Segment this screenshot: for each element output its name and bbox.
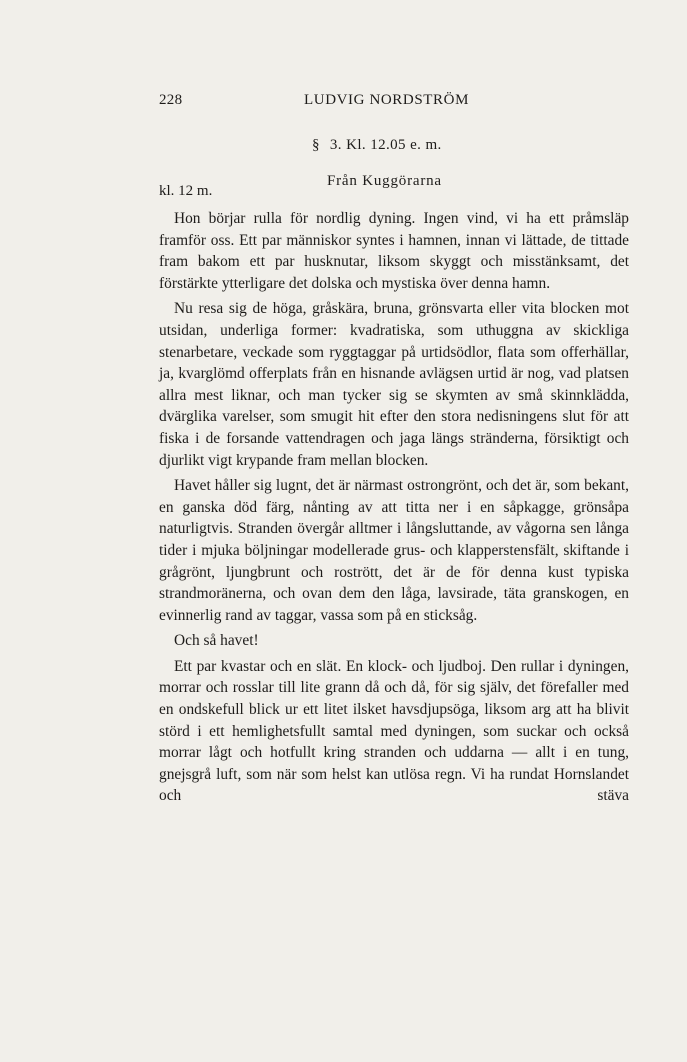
paragraph: Och så havet!	[174, 632, 259, 650]
time-label: kl. 12 m.	[159, 183, 213, 199]
page-number: 228	[159, 92, 183, 108]
section-sign: §	[312, 137, 320, 153]
section-title: 3. Kl. 12.05 e. m.	[329, 137, 442, 153]
paragraph: Nu resa sig de höga, gråskära, bruna, grönsvarta eller vita blocken mot utsidan, underliga former: kvadratiska, som uthuggna av skickliga stenarbetare, veckade som ryggtaggar på urtidsödlor, flata som offerhällar, ja, kvarglömd offerplats från en hisnande avlägsen urtid är nog, vad platsen allra mest liknar, och man tycker sig se skymten av små skinnklädda, dvärglika varelser, som smugit hit efter den stora nedisningens slut för att fiska i de forsande vattendragen och jaga längs stränderna, försiktigt och djurlikt vigt krypande fram mellan blocken.	[159, 300, 629, 469]
page-header	[159, 92, 629, 114]
paragraph: Hon börjar rulla för nordlig dyning. Ingen vind, vi ha ett pråmsläp framför oss. Ett par människor syntes i hamnen, innan vi lättade, de tittade fram bakom ett par husknutar, liksom skyggt och misstänksamt, det förstärkte ytterligare det dolska och mystiska över denna hamn.	[159, 210, 629, 292]
running-head: LUDVIG NORDSTRÖM	[304, 92, 470, 108]
location-heading: Från Kuggörarna	[327, 173, 442, 189]
section-heading	[312, 137, 442, 154]
body-text	[159, 208, 629, 811]
paragraph: Havet håller sig lugnt, det är närmast ostrongrönt, och det är, som bekant, en ganska död färg, nånting av att titta ner i en såpkagge, grönsåpa naturligtvis. Stranden övergår alltmer i långsluttande, av vågorna sen långa tider i mjuka böljningar modellerade grus- och klapperstensfält, skiftande i grågrönt, ljungbrunt och rostrött, det är de för denna kust typiska strandmoränerna, och ovan dem den låga, lavsirade, täta granskogen, en evinnerlig rand av taggar, vassa som på en sticksåg.	[159, 477, 629, 624]
paragraph: Ett par kvastar och en slät. En klock- och ljudboj. Den rullar i dyningen, morrar och rosslar till lite grann då och då, för sig själv, det förefaller med en ondskefull blick ur ett litet ilsket havsdjupsöga, liksom arg att ha blivit störd i ett hemlighetsfullt samtal med dyningen, som suckar och också morrar lågt och hotfullt kring stranden och uddarna — allt i en tung, gnejsgrå luft, som när som helst kan utlösa regn. Vi ha rundat Hornslandet och stäva	[159, 657, 629, 805]
